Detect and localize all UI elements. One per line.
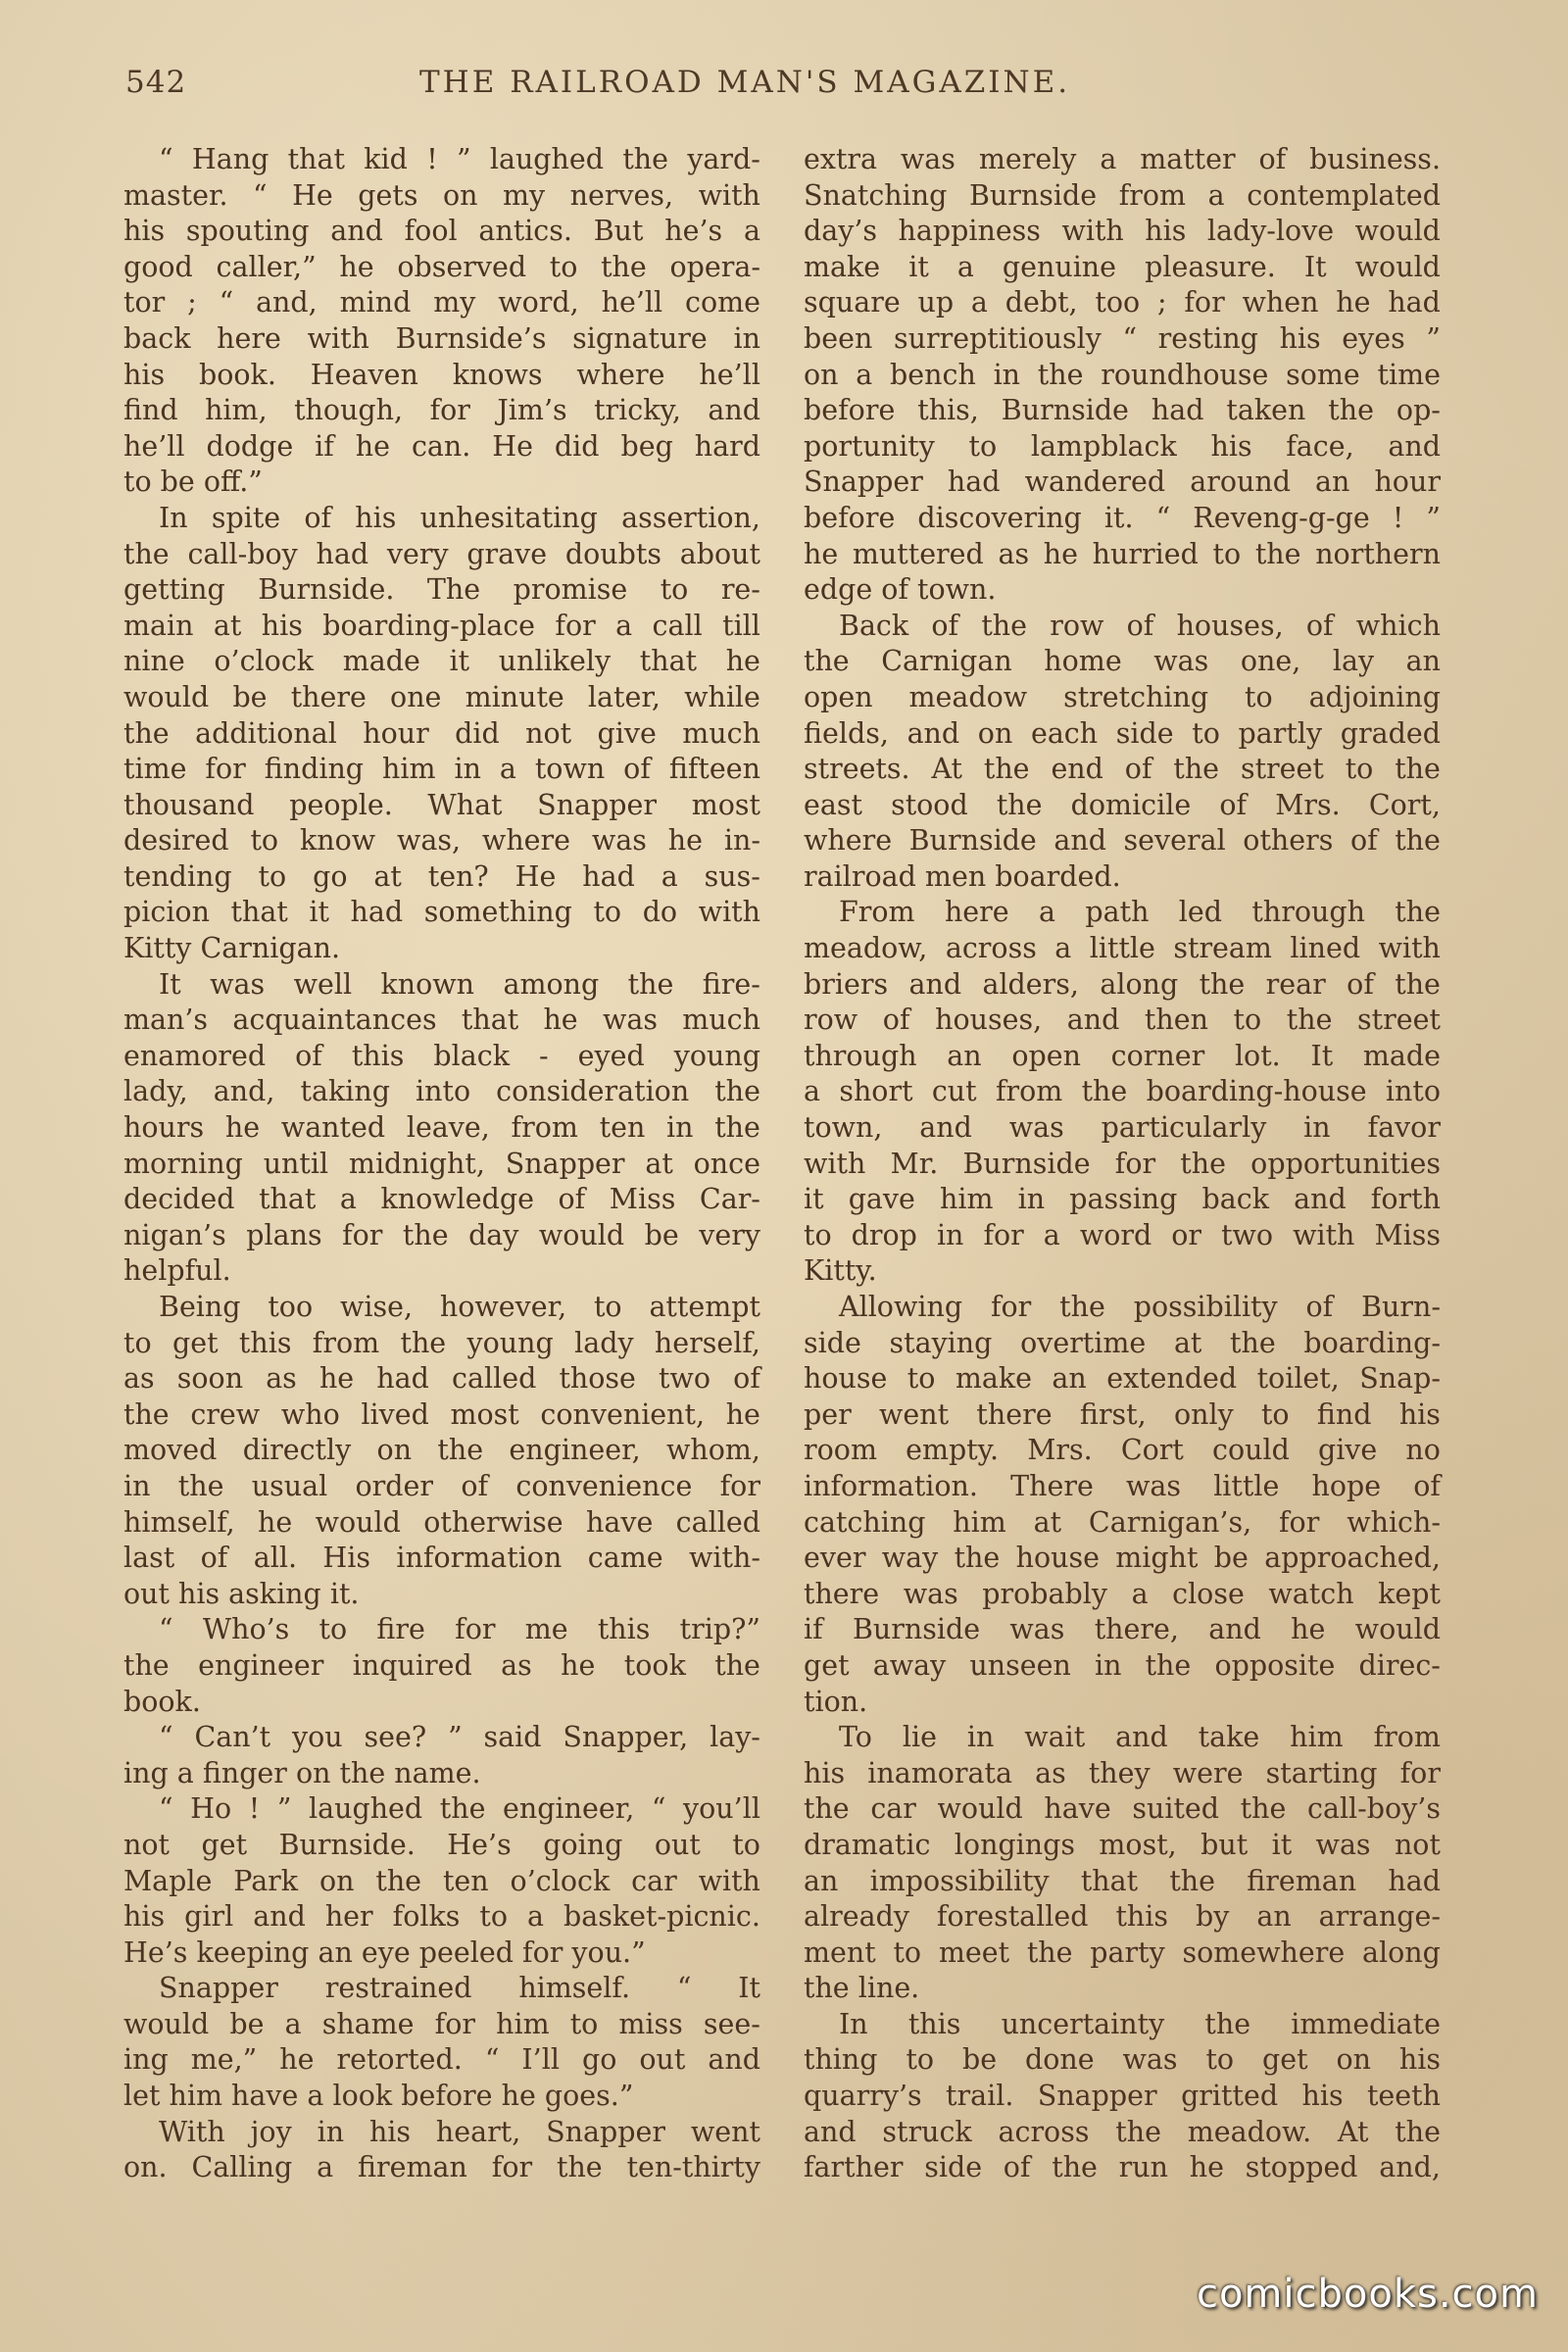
text-line: square up a debt, too ; for when he had	[804, 286, 1441, 319]
text-line: tending to go at ten? He had a sus-	[123, 859, 760, 893]
text-line: thousand people. What Snapper most	[123, 788, 760, 821]
text-line: getting Burnside. The promise to re-	[123, 573, 760, 607]
text-line: lady, and, taking into consideration the	[123, 1075, 760, 1108]
text-line: picion that it had something to do with	[123, 896, 760, 929]
text-line: To lie in wait and take him from	[839, 1721, 1441, 1754]
text-line: Back of the row of houses, of which	[839, 609, 1441, 642]
text-line: to drop in for a word or two with Miss	[804, 1218, 1441, 1251]
text-line: dramatic longings most, but it was not	[804, 1828, 1441, 1861]
text-line: meadow, across a little stream lined with	[804, 932, 1441, 965]
text-line: morning until midnight, Snapper at once	[123, 1147, 760, 1180]
text-line: before discovering it. “ Reveng-g-ge ! ”	[804, 501, 1441, 534]
text-line: find him, though, for Jim’s tricky, and	[123, 394, 760, 427]
text-line: desired to know was, where was he in-	[123, 824, 760, 858]
text-line: his girl and her folks to a basket-picnic.	[123, 1900, 760, 1934]
text-line: Allowing for the possibility of Burn-	[839, 1291, 1441, 1323]
text-line: ever way the house might be approached,	[804, 1542, 1441, 1575]
text-line: main at his boarding-place for a call till	[123, 609, 760, 642]
text-line: would be there one minute later, while	[123, 680, 760, 713]
text-line: open meadow stretching to adjoining	[804, 680, 1441, 713]
text-line: Maple Park on the ten o’clock car with	[123, 1864, 760, 1897]
text-line: edge of town.	[804, 573, 997, 607]
text-line: In spite of his unhesitating assertion,	[159, 501, 760, 534]
text-line: information. There was little hope of	[804, 1469, 1441, 1502]
text-line: he muttered as he hurried to the northern	[804, 537, 1441, 570]
text-line: Kitty Carnigan.	[123, 932, 341, 965]
text-line: nine o’clock made it unlikely that he	[123, 645, 760, 678]
text-line: man’s acquaintances that he was much	[123, 1004, 760, 1037]
text-line: where Burnside and several others of the	[804, 824, 1441, 858]
text-line: his inamorata as they were starting for	[804, 1756, 1441, 1789]
text-line: he’ll dodge if he can. He did beg hard	[123, 429, 760, 463]
text-line: catching him at Carnigan’s, for which-	[804, 1505, 1441, 1539]
text-line: fields, and on each side to partly graded	[804, 716, 1441, 750]
text-line: and struck across the meadow. At the	[804, 2115, 1441, 2148]
text-line: “ Who’s to fire for me this trip?”	[159, 1613, 760, 1646]
text-line: side staying overtime at the boarding-	[804, 1326, 1441, 1359]
text-line: streets. At the end of the street to the	[804, 753, 1441, 786]
text-line: per went there first, only to find his	[804, 1397, 1441, 1431]
text-line: good caller,” he observed to the opera-	[123, 250, 760, 283]
text-line: there was probably a close watch kept	[804, 1577, 1441, 1610]
text-line: get away unseen in the opposite direc-	[804, 1648, 1441, 1682]
text-line: He’s keeping an eye peeled for you.”	[123, 1936, 646, 1969]
text-line: master. “ He gets on my nerves, with	[123, 178, 760, 212]
text-line: ing a finger on the name.	[123, 1756, 481, 1789]
text-line: to be off.”	[123, 466, 263, 499]
text-line: make it a genuine pleasure. It would	[804, 250, 1441, 283]
text-line: railroad men boarded.	[804, 859, 1121, 893]
text-line: In this uncertainty the immediate	[839, 2007, 1441, 2040]
text-line: extra was merely a matter of business.	[804, 143, 1441, 175]
text-line: before this, Burnside had taken the op-	[804, 394, 1441, 427]
text-line: the line.	[804, 1972, 920, 2005]
text-line: his spouting and fool antics. But he’s a	[123, 215, 760, 248]
text-line: town, and was particularly in favor	[804, 1111, 1441, 1145]
text-line: an impossibility that the fireman had	[804, 1864, 1441, 1897]
text-line: enamored of this black - eyed young	[123, 1039, 760, 1072]
text-line: the Carnigan home was one, lay an	[804, 645, 1441, 678]
text-line: let him have a look before he goes.”	[123, 2080, 634, 2113]
text-line: with Mr. Burnside for the opportunities	[804, 1147, 1441, 1180]
text-line: to get this from the young lady herself,	[123, 1326, 760, 1359]
text-line: Snatching Burnside from a contemplated	[804, 178, 1441, 212]
text-line: decided that a knowledge of Miss Car-	[123, 1183, 760, 1216]
text-line: With joy in his heart, Snapper went	[159, 2115, 760, 2148]
text-line: ment to meet the party somewhere along	[804, 1936, 1441, 1969]
text-line: tor ; “ and, mind my word, he’ll come	[123, 286, 760, 319]
text-line: “ Ho ! ” laughed the engineer, “ you’ll	[159, 1792, 760, 1826]
text-line: From here a path led through the	[839, 896, 1441, 929]
text-line: book.	[123, 1685, 201, 1718]
text-line: hours he wanted leave, from ten in the	[123, 1111, 760, 1145]
text-line: briers and alders, along the rear of the	[804, 967, 1441, 1001]
text-line: if Burnside was there, and he would	[804, 1613, 1441, 1646]
text-line: through an open corner lot. It made	[804, 1039, 1441, 1072]
text-line: not get Burnside. He’s going out to	[123, 1828, 760, 1861]
text-line: the car would have suited the call-boy’s	[804, 1792, 1441, 1826]
text-line: last of all. His information came with-	[123, 1542, 760, 1575]
left-column	[123, 142, 760, 2186]
text-line: “ Hang that kid ! ” laughed the yard-	[159, 143, 760, 175]
text-line: east stood the domicile of Mrs. Cort,	[804, 788, 1441, 821]
text-line: back here with Burnside’s signature in	[123, 321, 760, 355]
text-line: the additional hour did not give much	[123, 716, 760, 750]
text-line: the call-boy had very grave doubts about	[123, 537, 760, 570]
text-line: in the usual order of convenience for	[123, 1469, 760, 1502]
text-line: out his asking it.	[123, 1577, 360, 1610]
right-column	[804, 142, 1441, 2186]
text-line: it gave him in passing back and forth	[804, 1183, 1441, 1216]
page-header	[125, 65, 1458, 114]
text-line: the crew who lived most convenient, he	[123, 1397, 760, 1431]
text-line: house to make an extended toilet, Snap-	[804, 1362, 1441, 1396]
text-line: already forestalled this by an arrange-	[804, 1900, 1441, 1934]
text-line: thing to be done was to get on his	[804, 2043, 1441, 2077]
text-line: tion.	[804, 1685, 868, 1718]
text-line: “ Can’t you see? ” said Snapper, lay-	[159, 1721, 760, 1754]
text-line: room empty. Mrs. Cort could give no	[804, 1434, 1441, 1467]
text-line: as soon as he had called those two of	[123, 1362, 760, 1396]
text-line: helpful.	[123, 1254, 231, 1288]
text-line: portunity to lampblack his face, and	[804, 429, 1441, 463]
text-line: day’s happiness with his lady-love would	[804, 215, 1441, 248]
text-line: been surreptitiously “ resting his eyes ”	[804, 321, 1441, 355]
text-line: ing me,” he retorted. “ I’ll go out and	[123, 2043, 760, 2077]
text-line: Snapper had wandered around an hour	[804, 466, 1441, 499]
text-line: on a bench in the roundhouse some time	[804, 358, 1441, 391]
text-line: on. Calling a fireman for the ten-thirty	[123, 2151, 760, 2184]
text-line: row of houses, and then to the street	[804, 1004, 1441, 1037]
text-line: time for finding him in a town of fifteen	[123, 753, 760, 786]
watermark: comicbooks.com	[1196, 2272, 1539, 2317]
running-title: THE RAILROAD MAN'S MAGAZINE.	[419, 65, 1071, 100]
text-line: the engineer inquired as he took the	[123, 1648, 760, 1682]
text-line: Snapper restrained himself. “ It	[159, 1972, 760, 2005]
text-line: nigan’s plans for the day would be very	[123, 1218, 760, 1251]
text-line: Kitty.	[804, 1254, 877, 1288]
text-line: Being too wise, however, to attempt	[159, 1291, 760, 1323]
page-number: 542	[125, 65, 187, 100]
text-line: farther side of the run he stopped and,	[804, 2151, 1441, 2184]
text-line: moved directly on the engineer, whom,	[123, 1434, 760, 1467]
text-line: his book. Heaven knows where he’ll	[123, 358, 760, 391]
text-line: a short cut from the boarding-house into	[804, 1075, 1441, 1108]
text-line: It was well known among the fire-	[159, 967, 760, 1001]
text-line: quarry’s trail. Snapper gritted his teeth	[804, 2080, 1441, 2113]
text-line: would be a shame for him to miss see-	[123, 2007, 760, 2040]
text-line: himself, he would otherwise have called	[123, 1505, 760, 1539]
